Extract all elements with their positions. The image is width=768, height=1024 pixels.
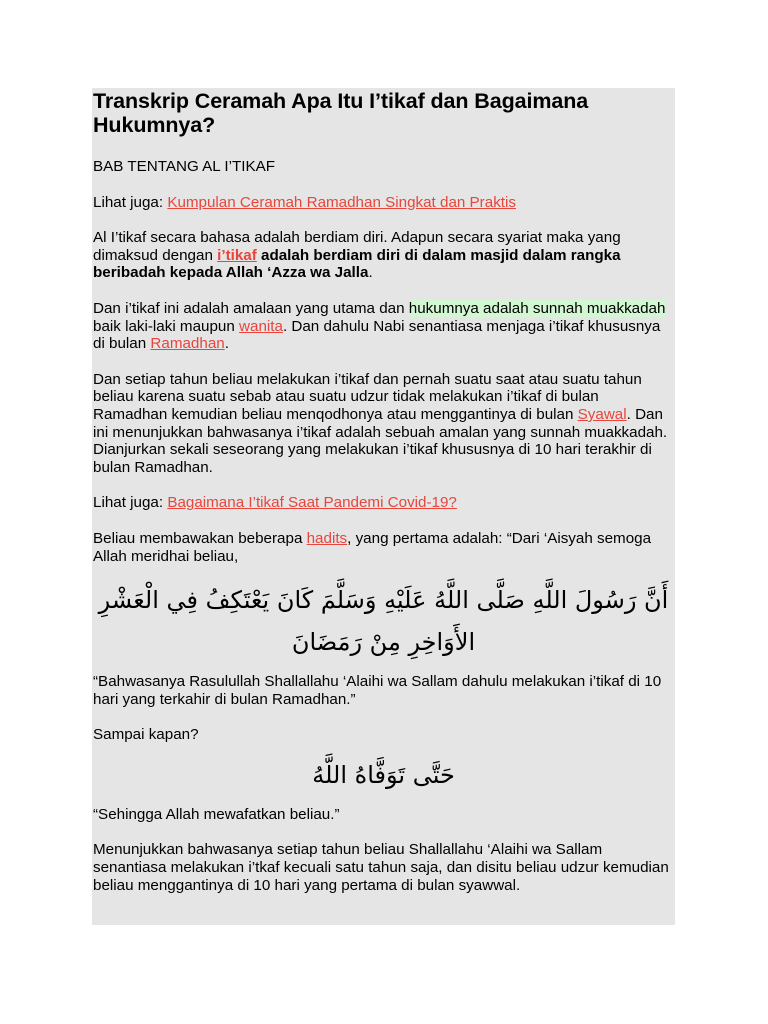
paragraph-text: . Dan dahulu Nabi senantiasa menjaga i’tikaf khususnya di bulan (93, 317, 661, 353)
paragraph-hukum (93, 300, 674, 353)
link-ramadhan[interactable]: Ramadhan (150, 335, 225, 353)
paragraph-text: Dan i’tikaf ini adalah amalaan yang utama dan (93, 299, 409, 317)
link-itikaf[interactable]: i’tikaf (217, 246, 257, 264)
paragraph-text: baik laki-laki maupun (93, 317, 240, 335)
paragraph-hadits-intro (93, 530, 674, 565)
see-also-link-kumpulan-ceramah[interactable]: Kumpulan Ceramah Ramadhan Singkat dan Praktis (167, 193, 516, 211)
paragraph-text: , yang pertama adalah: “Dari ‘Aisyah semoga Allah meridhai beliau, (93, 529, 652, 565)
document-page (92, 88, 675, 925)
paragraph-definition (93, 229, 674, 282)
question-text: Sampai kapan? (93, 726, 199, 744)
page-title: Transkrip Ceramah Apa Itu I’tikaf dan Bagaimana Hukumnya? (93, 89, 589, 137)
link-wanita[interactable]: wanita (239, 317, 283, 335)
paragraph-end: . (368, 264, 373, 282)
paragraph-end: . (224, 335, 229, 353)
section-heading: BAB TENTANG AL I’TIKAF (93, 158, 276, 175)
arabic-phrase: حَتَّى تَوَفَّاهُ اللَّهُ (312, 760, 455, 789)
paragraph-text: Dan setiap tahun beliau melakukan i’tikaf dan pernah suatu saat atau suatu tahun beliau karena suatu sebab atau suatu udzur tidak melakukan i’tikaf di bulan Ramadhan kemudian beliau menqodhonya atau menggantinya di bulan (93, 370, 642, 423)
highlighted-text: hukumnya adalah sunnah muakkadah (408, 299, 666, 317)
arabic-hadith-text: أَنَّ رَسُولَ اللَّهِ صَلَّى اللَّهُ عَلَيْهِ وَسَلَّمَ كَانَ يَعْتَكِفُ فِي الْعَشْرِ الأَوَاخِرِ مِنْ رَمَضَانَ (98, 586, 669, 657)
paragraph-setiap-tahun (93, 371, 674, 477)
paragraph-text: Beliau membawakan beberapa (93, 529, 307, 547)
paragraph-text: . Dan ini menunjukkan bahwasanya i’tikaf adalah sebuah amalan yang sunnah muakkadah. Dianjurkan sekali seseorang yang melakukan i’tikaf khususnya di 10 hari terakhir di bulan Ramadhan. (93, 405, 668, 476)
link-hadits[interactable]: hadits (306, 529, 348, 547)
see-also-prefix: Lihat juga: (93, 193, 168, 211)
see-also-prefix: Lihat juga: (93, 494, 168, 512)
link-syawal[interactable]: Syawal (577, 405, 627, 423)
paragraph-text: Al I’tikaf secara bahasa adalah berdiam diri. Adapun secara syariat maka yang dimaksud dengan (93, 229, 621, 264)
paragraph-conclusion: Menunjukkan bahwasanya setiap tahun beliau Shallallahu ‘Alaihi wa Sallam senantiasa melakukan i’tkaf kecuali satu tahun saja, dan disitu beliau udzur kemudian beliau menggantinya di 10 hari yang pertama di bulan syawwal. (93, 841, 669, 894)
see-also-1 (93, 194, 674, 212)
translation-phrase: “Sehingga Allah mewafatkan beliau.” (93, 805, 340, 823)
bold-definition: adalah berdiam diri di dalam masjid dalam rangka beribadah kepada Allah ‘Azza wa Jalla (93, 246, 621, 282)
translation-hadith: “Bahwasanya Rasulullah Shallallahu ‘Alaihi wa Sallam dahulu melakukan i’tikaf di 10 hari yang terkahir di bulan Ramadhan.” (93, 673, 662, 708)
see-also-2 (93, 494, 674, 512)
see-also-link-itikaf-pandemi[interactable]: Bagaimana I’tikaf Saat Pandemi Covid-19? (167, 494, 457, 512)
